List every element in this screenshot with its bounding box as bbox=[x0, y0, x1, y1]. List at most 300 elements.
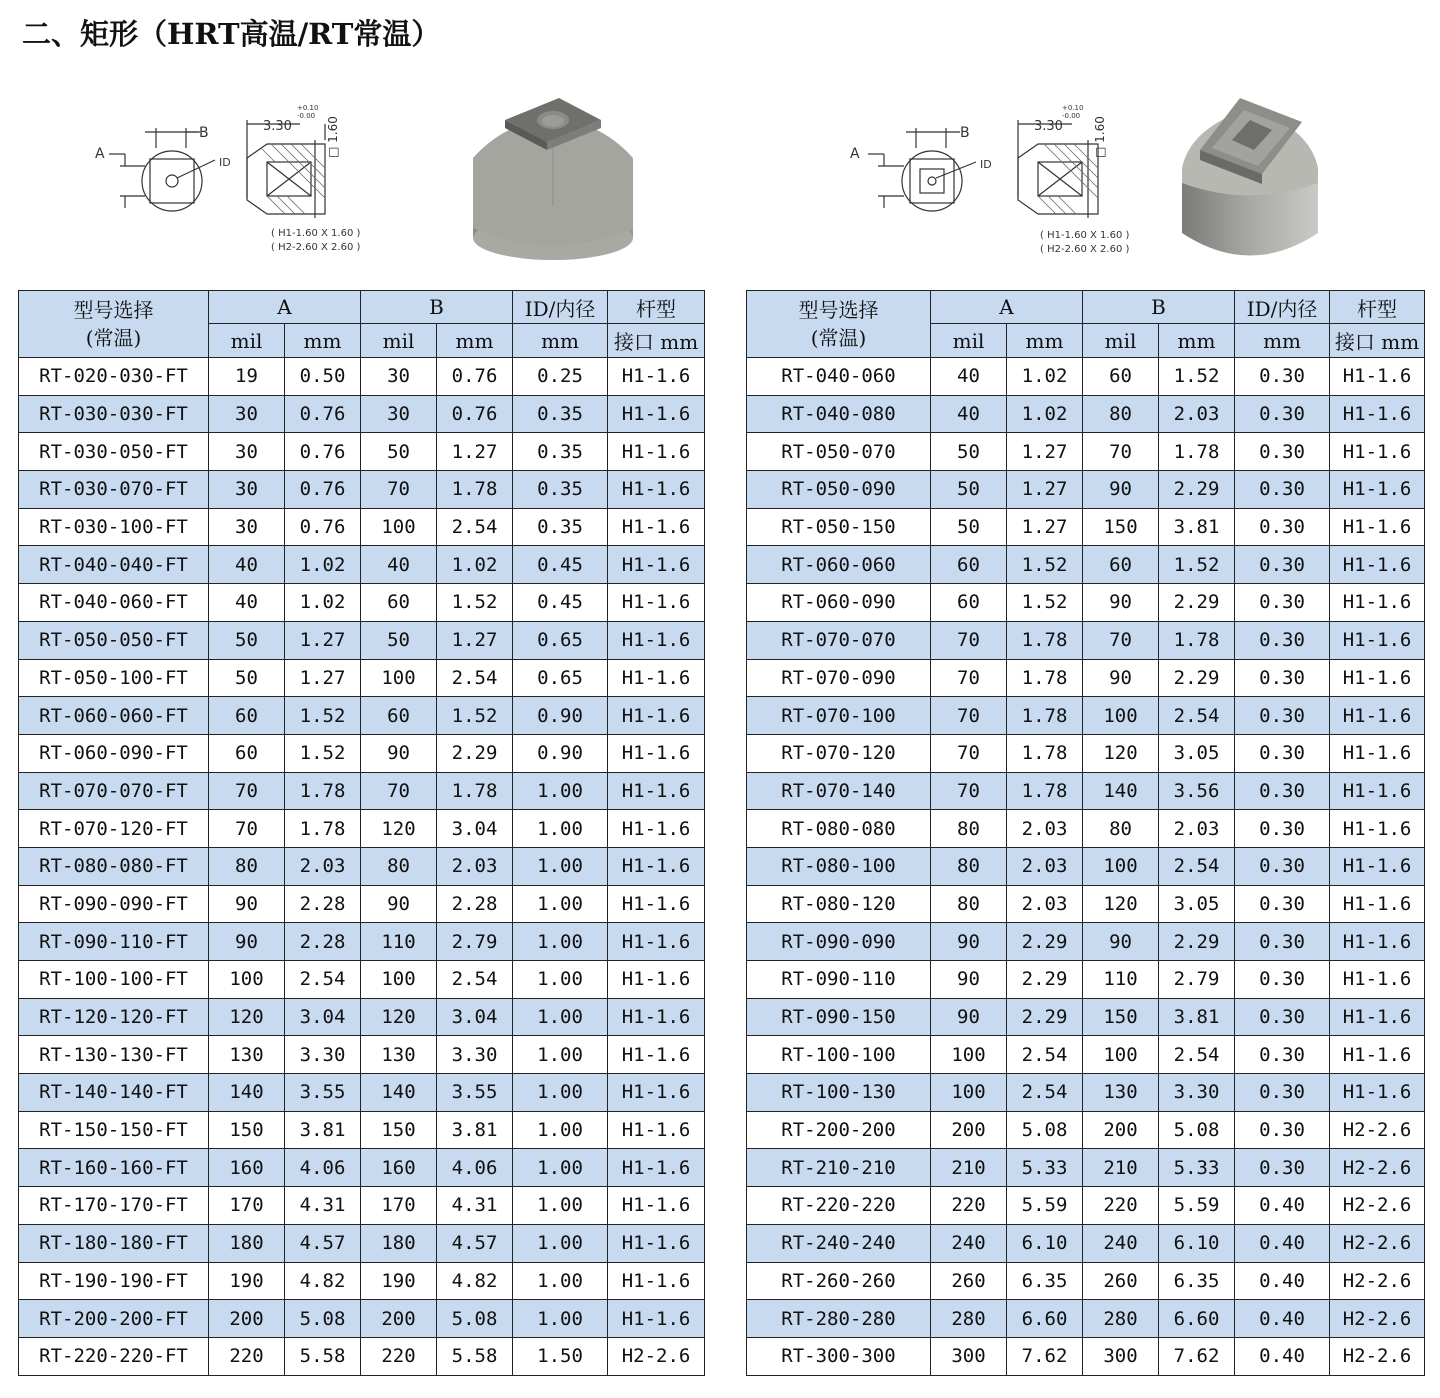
cell-shank: H1-1.6 bbox=[608, 772, 705, 810]
cell-b-mil: 170 bbox=[361, 1187, 437, 1225]
cell-a-mm: 1.78 bbox=[285, 772, 361, 810]
cell-b-mil: 100 bbox=[1083, 847, 1159, 885]
cell-b-mil: 300 bbox=[1083, 1337, 1159, 1375]
cell-model: RT-060-060 bbox=[747, 546, 931, 584]
cell-id-mm: 0.30 bbox=[1235, 1036, 1330, 1074]
cell-model: RT-130-130-FT bbox=[19, 1036, 209, 1074]
cell-a-mm: 2.29 bbox=[1007, 923, 1083, 961]
cell-model: RT-160-160-FT bbox=[19, 1149, 209, 1187]
table-row bbox=[747, 1262, 1425, 1300]
cell-shank: H1-1.6 bbox=[608, 395, 705, 433]
cell-shank: H1-1.6 bbox=[608, 471, 705, 509]
cell-a-mm: 1.02 bbox=[1007, 358, 1083, 396]
cell-shank: H1-1.6 bbox=[1330, 772, 1425, 810]
cell-a-mil: 50 bbox=[931, 471, 1007, 509]
cell-model: RT-030-100-FT bbox=[19, 508, 209, 546]
cell-a-mm: 2.29 bbox=[1007, 998, 1083, 1036]
cell-shank: H2-2.6 bbox=[1330, 1187, 1425, 1225]
cell-shank: H1-1.6 bbox=[608, 584, 705, 622]
cell-id-mm: 1.00 bbox=[513, 1262, 608, 1300]
cell-a-mm: 3.55 bbox=[285, 1074, 361, 1112]
table-row bbox=[19, 471, 705, 509]
cell-a-mil: 40 bbox=[209, 546, 285, 584]
cell-a-mm: 4.82 bbox=[285, 1262, 361, 1300]
cell-a-mm: 0.76 bbox=[285, 471, 361, 509]
cell-b-mil: 90 bbox=[361, 734, 437, 772]
cell-a-mm: 5.58 bbox=[285, 1337, 361, 1375]
cell-shank: H1-1.6 bbox=[608, 659, 705, 697]
header-model-line1: 型号选择 bbox=[73, 298, 154, 322]
table-row bbox=[747, 1337, 1425, 1375]
cell-b-mil: 50 bbox=[361, 621, 437, 659]
cell-shank: H1-1.6 bbox=[608, 998, 705, 1036]
cell-b-mm: 5.33 bbox=[1159, 1149, 1235, 1187]
cell-model: RT-050-070 bbox=[747, 433, 931, 471]
cell-shank: H1-1.6 bbox=[608, 1149, 705, 1187]
cell-a-mil: 80 bbox=[931, 810, 1007, 848]
cell-b-mm: 2.29 bbox=[1159, 659, 1235, 697]
cell-a-mil: 100 bbox=[931, 1074, 1007, 1112]
cell-id-mm: 1.00 bbox=[513, 998, 608, 1036]
cell-shank: H1-1.6 bbox=[608, 1074, 705, 1112]
header-id: ID/内径 bbox=[1235, 291, 1330, 324]
cell-b-mm: 6.35 bbox=[1159, 1262, 1235, 1300]
cell-model: RT-080-120 bbox=[747, 885, 931, 923]
cell-shank: H1-1.6 bbox=[608, 1224, 705, 1262]
cell-id-mm: 0.30 bbox=[1235, 358, 1330, 396]
cell-b-mm: 2.03 bbox=[1159, 810, 1235, 848]
table-row bbox=[747, 1300, 1425, 1338]
table-row bbox=[19, 584, 705, 622]
table-row bbox=[19, 433, 705, 471]
cell-a-mm: 4.57 bbox=[285, 1224, 361, 1262]
cell-b-mm: 5.58 bbox=[437, 1337, 513, 1375]
cell-shank: H1-1.6 bbox=[608, 1300, 705, 1338]
cell-a-mil: 19 bbox=[209, 358, 285, 396]
cell-b-mil: 220 bbox=[1083, 1187, 1159, 1225]
cell-model: RT-080-100 bbox=[747, 847, 931, 885]
cell-model: RT-140-140-FT bbox=[19, 1074, 209, 1112]
cell-id-mm: 1.00 bbox=[513, 810, 608, 848]
cell-b-mil: 70 bbox=[361, 772, 437, 810]
cell-b-mm: 1.27 bbox=[437, 433, 513, 471]
cell-shank: H1-1.6 bbox=[608, 358, 705, 396]
cell-model: RT-030-050-FT bbox=[19, 433, 209, 471]
cell-a-mil: 140 bbox=[209, 1074, 285, 1112]
cell-a-mm: 5.59 bbox=[1007, 1187, 1083, 1225]
cell-model: RT-090-090-FT bbox=[19, 885, 209, 923]
cell-a-mm: 2.03 bbox=[1007, 810, 1083, 848]
cell-b-mm: 1.78 bbox=[437, 471, 513, 509]
table-row bbox=[747, 1149, 1425, 1187]
cell-b-mil: 80 bbox=[361, 847, 437, 885]
cell-a-mm: 5.08 bbox=[285, 1300, 361, 1338]
cell-shank: H1-1.6 bbox=[608, 508, 705, 546]
cell-id-mm: 0.65 bbox=[513, 621, 608, 659]
cell-model: RT-040-080 bbox=[747, 395, 931, 433]
cell-b-mm: 6.60 bbox=[1159, 1300, 1235, 1338]
cell-id-mm: 1.00 bbox=[513, 923, 608, 961]
cell-b-mil: 90 bbox=[1083, 471, 1159, 509]
cell-b-mil: 110 bbox=[361, 923, 437, 961]
cell-b-mil: 120 bbox=[361, 998, 437, 1036]
cell-model: RT-070-140 bbox=[747, 772, 931, 810]
cell-id-mm: 0.40 bbox=[1235, 1187, 1330, 1225]
cell-b-mm: 2.79 bbox=[1159, 961, 1235, 999]
cell-b-mil: 80 bbox=[1083, 395, 1159, 433]
figure-right bbox=[840, 88, 1340, 278]
cell-id-mm: 0.30 bbox=[1235, 508, 1330, 546]
cell-model: RT-050-100-FT bbox=[19, 659, 209, 697]
cell-id-mm: 0.35 bbox=[513, 471, 608, 509]
cell-id-mm: 0.30 bbox=[1235, 1111, 1330, 1149]
cell-a-mm: 0.76 bbox=[285, 508, 361, 546]
cell-b-mm: 1.52 bbox=[1159, 358, 1235, 396]
header-b: B bbox=[361, 291, 513, 324]
header-model-line1: 型号选择 bbox=[798, 298, 879, 322]
cell-a-mil: 40 bbox=[931, 358, 1007, 396]
cell-shank: H1-1.6 bbox=[1330, 1036, 1425, 1074]
cell-model: RT-090-150 bbox=[747, 998, 931, 1036]
cell-a-mil: 220 bbox=[209, 1337, 285, 1375]
label-square: □ 1.60 bbox=[326, 116, 340, 158]
cell-shank: H1-1.6 bbox=[608, 734, 705, 772]
header-shank: 杆型 bbox=[1330, 291, 1425, 324]
cell-a-mm: 0.76 bbox=[285, 433, 361, 471]
cell-shank: H1-1.6 bbox=[1330, 923, 1425, 961]
header-b-mil: mil bbox=[1083, 324, 1159, 358]
label-tol-minus: -0.00 bbox=[297, 112, 316, 120]
cell-b-mil: 220 bbox=[361, 1337, 437, 1375]
cell-model: RT-280-280 bbox=[747, 1300, 931, 1338]
cell-shank: H1-1.6 bbox=[1330, 810, 1425, 848]
label-length: 3.30 bbox=[1034, 119, 1063, 134]
cell-shank: H1-1.6 bbox=[608, 1036, 705, 1074]
cell-a-mm: 3.30 bbox=[285, 1036, 361, 1074]
header-a-mm: mm bbox=[285, 324, 361, 358]
cell-model: RT-020-030-FT bbox=[19, 358, 209, 396]
cell-a-mm: 6.35 bbox=[1007, 1262, 1083, 1300]
cell-shank: H2-2.6 bbox=[1330, 1149, 1425, 1187]
cell-id-mm: 0.30 bbox=[1235, 697, 1330, 735]
cell-b-mil: 140 bbox=[361, 1074, 437, 1112]
cell-a-mil: 190 bbox=[209, 1262, 285, 1300]
label-a: A bbox=[850, 146, 860, 162]
cell-id-mm: 1.00 bbox=[513, 961, 608, 999]
cell-model: RT-060-090 bbox=[747, 584, 931, 622]
cell-shank: H1-1.6 bbox=[1330, 471, 1425, 509]
cell-b-mil: 70 bbox=[361, 471, 437, 509]
cell-id-mm: 0.30 bbox=[1235, 395, 1330, 433]
cell-id-mm: 0.30 bbox=[1235, 433, 1330, 471]
cell-model: RT-150-150-FT bbox=[19, 1111, 209, 1149]
label-square: □ 1.60 bbox=[1093, 116, 1107, 158]
cell-b-mil: 100 bbox=[1083, 1036, 1159, 1074]
cell-model: RT-190-190-FT bbox=[19, 1262, 209, 1300]
cell-shank: H1-1.6 bbox=[1330, 734, 1425, 772]
tool-drawing-right bbox=[840, 88, 1340, 278]
table-row bbox=[19, 1187, 705, 1225]
cell-a-mil: 220 bbox=[931, 1187, 1007, 1225]
table-row bbox=[19, 546, 705, 584]
cell-model: RT-050-050-FT bbox=[19, 621, 209, 659]
cell-id-mm: 0.90 bbox=[513, 734, 608, 772]
cell-id-mm: 0.40 bbox=[1235, 1337, 1330, 1375]
table-row bbox=[747, 847, 1425, 885]
cell-id-mm: 0.30 bbox=[1235, 471, 1330, 509]
cell-id-mm: 1.00 bbox=[513, 1224, 608, 1262]
cell-b-mil: 180 bbox=[361, 1224, 437, 1262]
cell-a-mm: 3.04 bbox=[285, 998, 361, 1036]
cell-a-mm: 2.54 bbox=[1007, 1036, 1083, 1074]
cell-b-mil: 120 bbox=[1083, 885, 1159, 923]
cell-model: RT-040-040-FT bbox=[19, 546, 209, 584]
cell-a-mil: 170 bbox=[209, 1187, 285, 1225]
cell-b-mil: 60 bbox=[1083, 546, 1159, 584]
cell-b-mm: 5.08 bbox=[437, 1300, 513, 1338]
cell-model: RT-070-070 bbox=[747, 621, 931, 659]
cell-a-mm: 0.50 bbox=[285, 358, 361, 396]
cell-shank: H1-1.6 bbox=[1330, 508, 1425, 546]
cell-shank: H2-2.6 bbox=[608, 1337, 705, 1375]
cell-b-mil: 90 bbox=[1083, 584, 1159, 622]
cell-id-mm: 0.30 bbox=[1235, 772, 1330, 810]
table-row bbox=[19, 395, 705, 433]
cell-a-mm: 1.02 bbox=[285, 584, 361, 622]
cell-b-mm: 2.54 bbox=[1159, 847, 1235, 885]
cell-a-mil: 40 bbox=[931, 395, 1007, 433]
header-shank-unit: 接口 mm bbox=[608, 324, 705, 358]
cell-a-mil: 80 bbox=[931, 885, 1007, 923]
cell-model: RT-100-130 bbox=[747, 1074, 931, 1112]
cell-id-mm: 0.30 bbox=[1235, 847, 1330, 885]
cell-b-mm: 2.29 bbox=[437, 734, 513, 772]
cell-a-mm: 1.78 bbox=[1007, 734, 1083, 772]
cell-model: RT-070-120 bbox=[747, 734, 931, 772]
cell-a-mil: 120 bbox=[209, 998, 285, 1036]
cell-b-mm: 2.29 bbox=[1159, 584, 1235, 622]
table-row bbox=[747, 659, 1425, 697]
cell-a-mil: 240 bbox=[931, 1224, 1007, 1262]
cell-shank: H1-1.6 bbox=[1330, 847, 1425, 885]
cell-b-mm: 4.82 bbox=[437, 1262, 513, 1300]
table-row bbox=[19, 810, 705, 848]
cell-b-mm: 4.57 bbox=[437, 1224, 513, 1262]
table-row bbox=[747, 810, 1425, 848]
cell-b-mm: 3.04 bbox=[437, 998, 513, 1036]
table-row bbox=[19, 998, 705, 1036]
cell-model: RT-240-240 bbox=[747, 1224, 931, 1262]
cell-shank: H1-1.6 bbox=[1330, 395, 1425, 433]
cell-a-mil: 70 bbox=[931, 697, 1007, 735]
cell-b-mm: 7.62 bbox=[1159, 1337, 1235, 1375]
table-row bbox=[19, 1036, 705, 1074]
cell-model: RT-070-070-FT bbox=[19, 772, 209, 810]
cell-model: RT-100-100 bbox=[747, 1036, 931, 1074]
page-title: 二、矩形（HRT高温/RT常温） bbox=[22, 17, 441, 51]
cell-id-mm: 1.00 bbox=[513, 772, 608, 810]
cell-b-mil: 150 bbox=[361, 1111, 437, 1149]
table-row bbox=[19, 1111, 705, 1149]
cell-a-mm: 1.27 bbox=[1007, 433, 1083, 471]
cell-a-mil: 50 bbox=[931, 508, 1007, 546]
cell-model: RT-060-090-FT bbox=[19, 734, 209, 772]
cell-id-mm: 0.30 bbox=[1235, 961, 1330, 999]
cell-b-mm: 1.52 bbox=[437, 697, 513, 735]
cell-a-mm: 1.27 bbox=[1007, 471, 1083, 509]
cell-b-mm: 3.30 bbox=[1159, 1074, 1235, 1112]
cell-a-mil: 70 bbox=[931, 772, 1007, 810]
spec-table-left bbox=[18, 290, 705, 1376]
cell-b-mm: 3.04 bbox=[437, 810, 513, 848]
cell-shank: H2-2.6 bbox=[1330, 1300, 1425, 1338]
table-row bbox=[19, 1262, 705, 1300]
note-h1: ( H1-1.60 X 1.60 ) bbox=[1040, 230, 1130, 241]
cell-model: RT-100-100-FT bbox=[19, 961, 209, 999]
cell-b-mm: 0.76 bbox=[437, 395, 513, 433]
cell-shank: H1-1.6 bbox=[1330, 546, 1425, 584]
cell-id-mm: 1.00 bbox=[513, 847, 608, 885]
table-body-right bbox=[747, 358, 1425, 1376]
cell-b-mm: 1.02 bbox=[437, 546, 513, 584]
cell-b-mm: 0.76 bbox=[437, 358, 513, 396]
spec-table-right bbox=[746, 290, 1425, 1376]
cell-id-mm: 0.30 bbox=[1235, 621, 1330, 659]
cell-a-mm: 4.06 bbox=[285, 1149, 361, 1187]
table-row bbox=[19, 1224, 705, 1262]
cell-a-mil: 60 bbox=[209, 734, 285, 772]
cell-b-mm: 2.54 bbox=[437, 961, 513, 999]
cell-b-mm: 3.55 bbox=[437, 1074, 513, 1112]
table-row bbox=[19, 1149, 705, 1187]
cell-a-mil: 60 bbox=[209, 697, 285, 735]
header-shank-unit: 接口 mm bbox=[1330, 324, 1425, 358]
cell-shank: H1-1.6 bbox=[1330, 697, 1425, 735]
table-row bbox=[747, 961, 1425, 999]
cell-model: RT-210-210 bbox=[747, 1149, 931, 1187]
cell-b-mil: 150 bbox=[1083, 508, 1159, 546]
cell-shank: H1-1.6 bbox=[608, 546, 705, 584]
cell-b-mm: 2.28 bbox=[437, 885, 513, 923]
cell-b-mm: 3.81 bbox=[1159, 998, 1235, 1036]
cell-b-mil: 100 bbox=[361, 961, 437, 999]
cell-b-mil: 280 bbox=[1083, 1300, 1159, 1338]
table-row bbox=[747, 471, 1425, 509]
table-row bbox=[19, 1337, 705, 1375]
cell-id-mm: 1.00 bbox=[513, 1111, 608, 1149]
table-row bbox=[19, 772, 705, 810]
tool-drawing-left bbox=[85, 88, 645, 278]
cell-a-mm: 2.03 bbox=[1007, 885, 1083, 923]
tool-render-right bbox=[1182, 98, 1318, 256]
cell-a-mil: 70 bbox=[209, 810, 285, 848]
header-a-mil: mil bbox=[209, 324, 285, 358]
table-row bbox=[19, 885, 705, 923]
header-shank: 杆型 bbox=[608, 291, 705, 324]
cell-shank: H1-1.6 bbox=[1330, 961, 1425, 999]
cell-b-mm: 4.31 bbox=[437, 1187, 513, 1225]
header-id: ID/内径 bbox=[513, 291, 608, 324]
table-row bbox=[747, 508, 1425, 546]
cell-id-mm: 0.30 bbox=[1235, 998, 1330, 1036]
cell-b-mil: 260 bbox=[1083, 1262, 1159, 1300]
table-row bbox=[19, 697, 705, 735]
cell-a-mm: 2.28 bbox=[285, 923, 361, 961]
cell-a-mm: 3.81 bbox=[285, 1111, 361, 1149]
header-model bbox=[747, 291, 931, 358]
header-a: A bbox=[931, 291, 1083, 324]
label-tol-minus: -0.00 bbox=[1062, 112, 1081, 120]
cell-model: RT-260-260 bbox=[747, 1262, 931, 1300]
cell-b-mil: 50 bbox=[361, 433, 437, 471]
table-body-left bbox=[19, 358, 705, 1376]
table-row bbox=[747, 734, 1425, 772]
label-tol-plus: +0.10 bbox=[297, 104, 319, 112]
cell-b-mil: 130 bbox=[361, 1036, 437, 1074]
cell-b-mm: 3.56 bbox=[1159, 772, 1235, 810]
cell-b-mil: 140 bbox=[1083, 772, 1159, 810]
cell-id-mm: 1.00 bbox=[513, 1187, 608, 1225]
cell-b-mil: 240 bbox=[1083, 1224, 1159, 1262]
cell-a-mm: 1.27 bbox=[285, 621, 361, 659]
cell-a-mil: 280 bbox=[931, 1300, 1007, 1338]
cell-shank: H1-1.6 bbox=[1330, 584, 1425, 622]
cell-a-mm: 2.54 bbox=[285, 961, 361, 999]
cell-model: RT-030-070-FT bbox=[19, 471, 209, 509]
cell-a-mm: 5.08 bbox=[1007, 1111, 1083, 1149]
cell-b-mil: 130 bbox=[1083, 1074, 1159, 1112]
cell-b-mil: 30 bbox=[361, 395, 437, 433]
cell-model: RT-170-170-FT bbox=[19, 1187, 209, 1225]
cell-b-mm: 2.54 bbox=[437, 659, 513, 697]
cell-a-mm: 1.27 bbox=[1007, 508, 1083, 546]
table-row bbox=[747, 1074, 1425, 1112]
cell-b-mm: 2.29 bbox=[1159, 471, 1235, 509]
cell-b-mil: 110 bbox=[1083, 961, 1159, 999]
cell-b-mil: 30 bbox=[361, 358, 437, 396]
cell-a-mil: 30 bbox=[209, 471, 285, 509]
cell-b-mm: 5.59 bbox=[1159, 1187, 1235, 1225]
cell-b-mil: 120 bbox=[1083, 734, 1159, 772]
cell-b-mil: 200 bbox=[1083, 1111, 1159, 1149]
table-row bbox=[19, 961, 705, 999]
cell-shank: H2-2.6 bbox=[1330, 1224, 1425, 1262]
cell-a-mil: 90 bbox=[931, 961, 1007, 999]
cell-model: RT-040-060-FT bbox=[19, 584, 209, 622]
cell-a-mm: 1.02 bbox=[285, 546, 361, 584]
cell-model: RT-030-030-FT bbox=[19, 395, 209, 433]
cell-b-mm: 1.52 bbox=[1159, 546, 1235, 584]
cell-model: RT-070-090 bbox=[747, 659, 931, 697]
cell-id-mm: 0.90 bbox=[513, 697, 608, 735]
cell-shank: H1-1.6 bbox=[608, 923, 705, 961]
cell-model: RT-070-100 bbox=[747, 697, 931, 735]
cell-b-mm: 3.81 bbox=[437, 1111, 513, 1149]
cell-shank: H2-2.6 bbox=[1330, 1337, 1425, 1375]
cell-id-mm: 1.00 bbox=[513, 1074, 608, 1112]
cell-id-mm: 0.40 bbox=[1235, 1224, 1330, 1262]
label-id: ID bbox=[980, 158, 992, 171]
table-row bbox=[19, 847, 705, 885]
cell-a-mil: 70 bbox=[931, 659, 1007, 697]
cell-a-mil: 40 bbox=[209, 584, 285, 622]
cell-a-mil: 200 bbox=[931, 1111, 1007, 1149]
cell-id-mm: 0.30 bbox=[1235, 659, 1330, 697]
cell-b-mil: 150 bbox=[1083, 998, 1159, 1036]
cell-shank: H2-2.6 bbox=[1330, 1262, 1425, 1300]
cell-shank: H1-1.6 bbox=[608, 1262, 705, 1300]
cell-model: RT-220-220-FT bbox=[19, 1337, 209, 1375]
